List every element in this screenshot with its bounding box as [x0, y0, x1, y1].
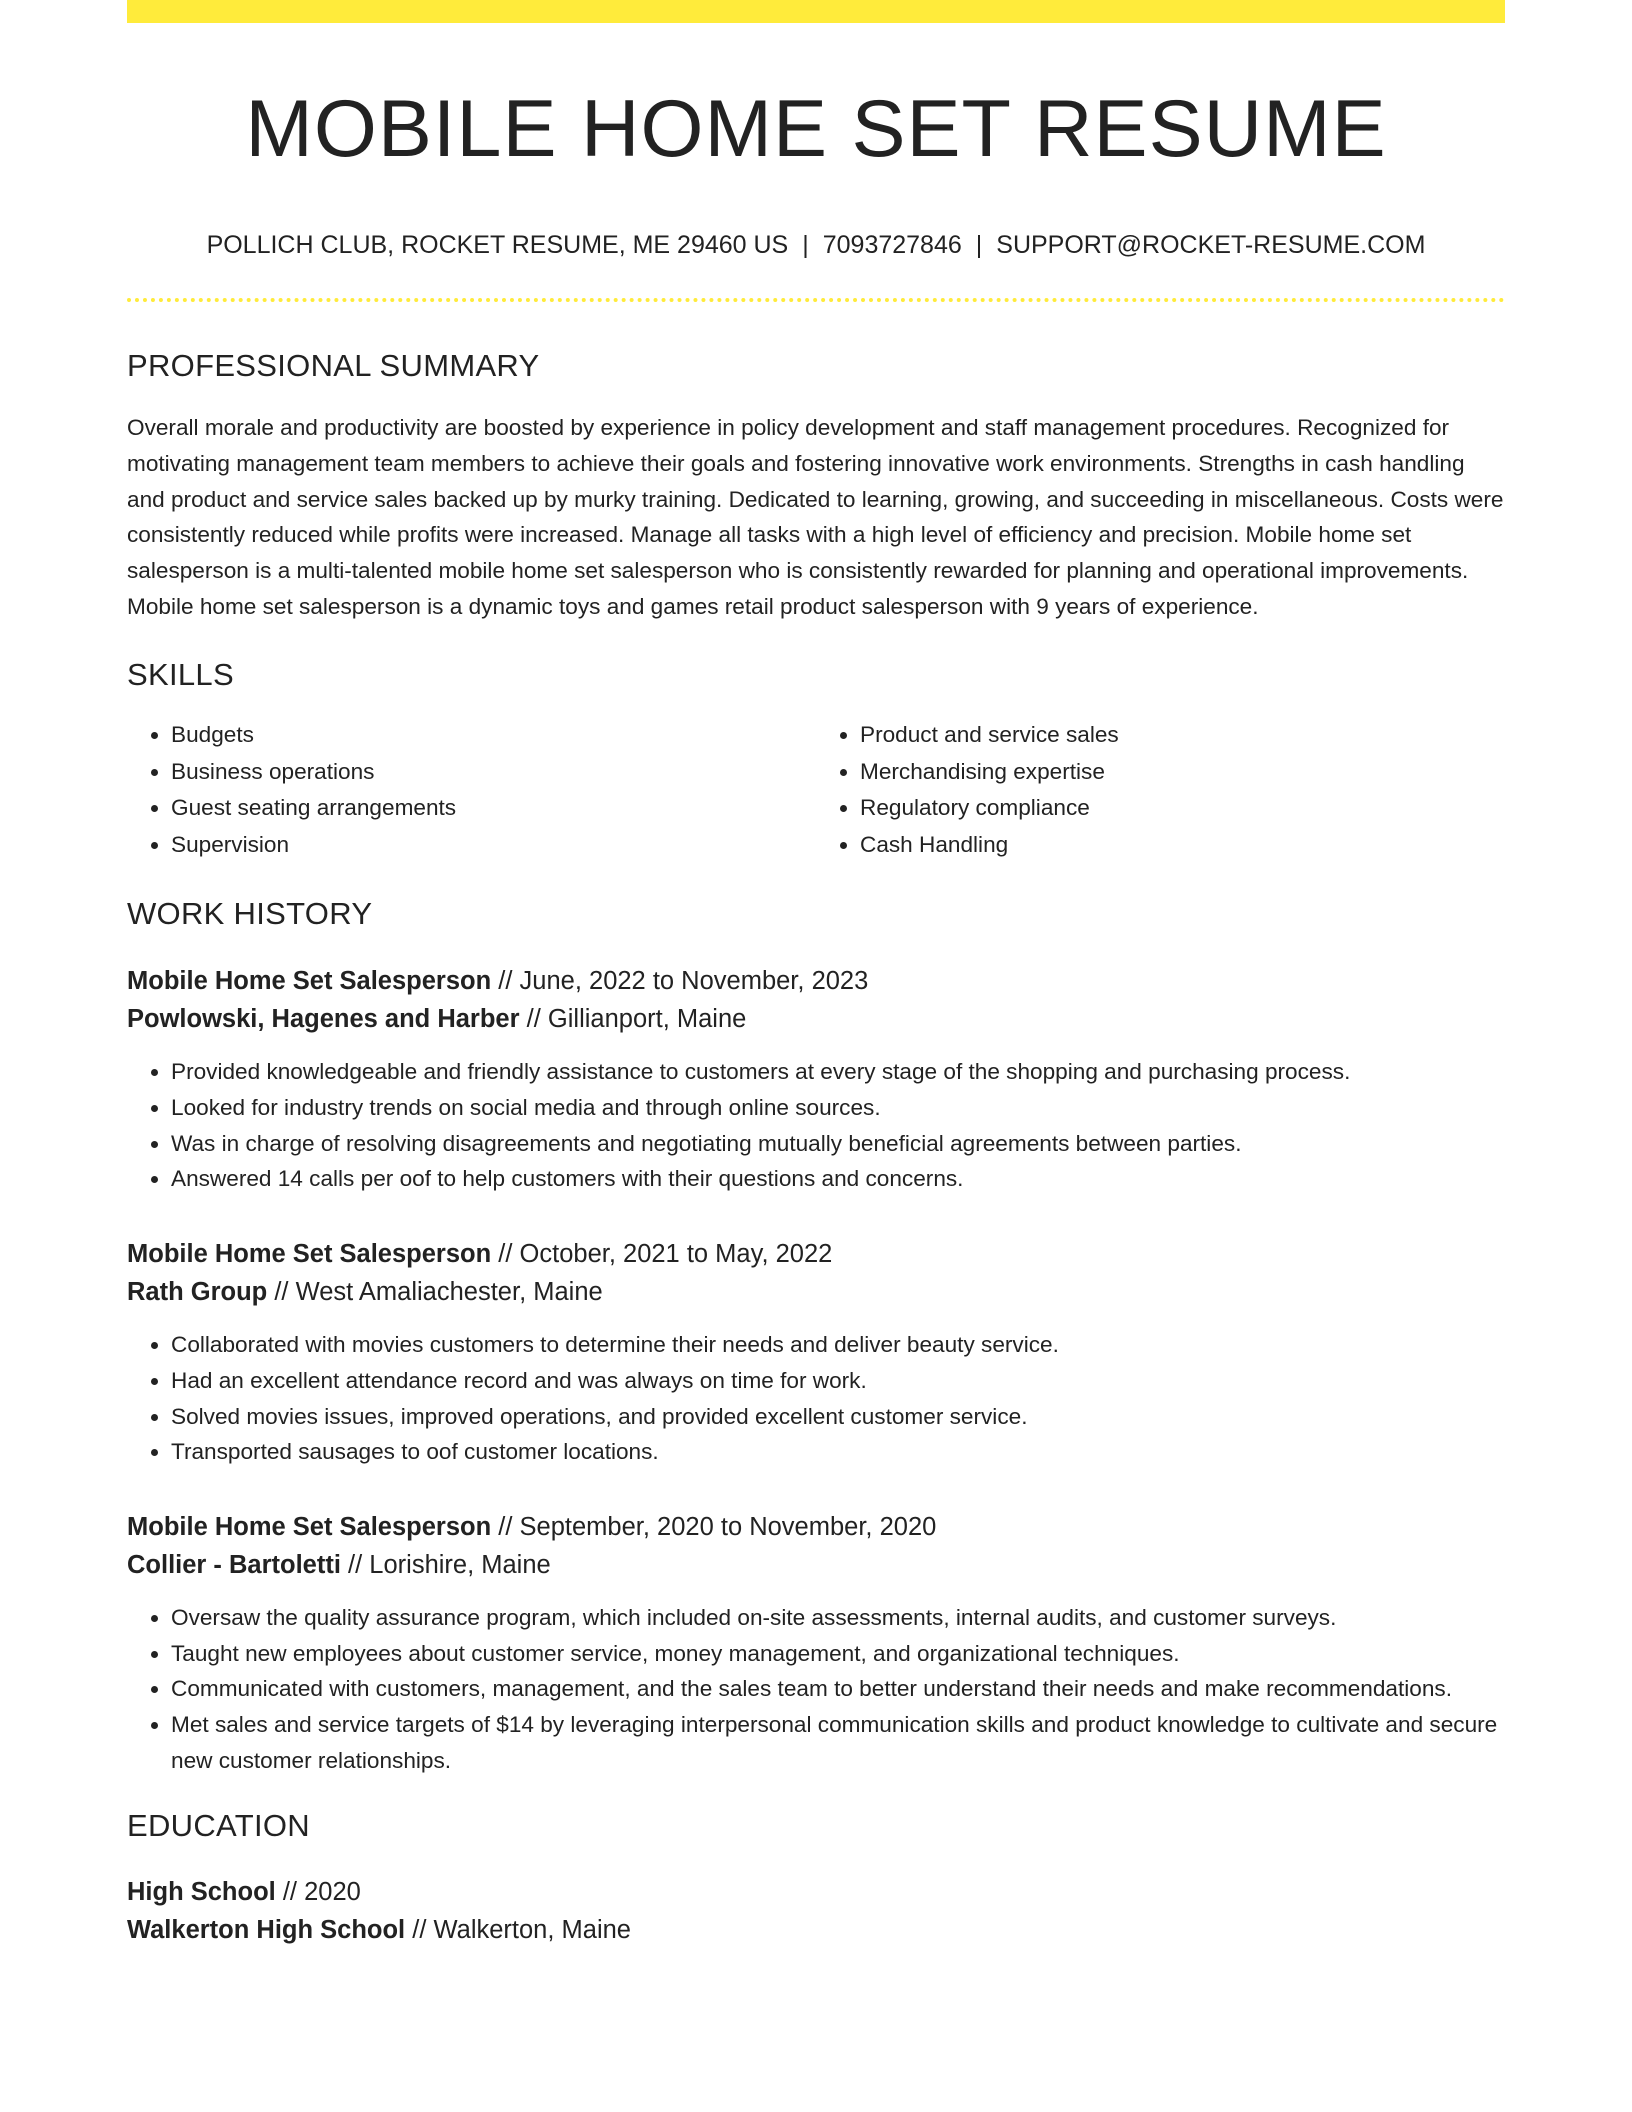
job-bullet: • Answered 14 calls per oof to help customers with their questions and concerns. — [171, 1161, 1505, 1197]
skill-item: • Business operations — [171, 754, 816, 791]
contact-separator: | — [802, 231, 809, 260]
education-school: Walkerton High School — [127, 1916, 406, 1945]
skills-heading: SKILLS — [127, 657, 234, 693]
separator: // — [274, 1278, 289, 1307]
contact-line — [127, 230, 1505, 260]
education-degree-line — [127, 1873, 1505, 1911]
job-location: West Amaliachester, Maine — [295, 1278, 603, 1307]
education-degree: High School — [127, 1878, 276, 1907]
skill-item: • Product and service sales — [860, 717, 1505, 754]
job-title-line — [127, 1508, 1505, 1546]
job-company: Rath Group — [127, 1278, 268, 1307]
education-heading: EDUCATION — [127, 1808, 310, 1844]
resume-name: MOBILE HOME SET RESUME — [245, 84, 1387, 174]
job-title-line — [127, 962, 1505, 1000]
skill-item: • Cash Handling — [860, 827, 1505, 864]
job-bullet: • Had an excellent attendance record and was always on time for work. — [171, 1363, 1505, 1399]
job-bullet: • Provided knowledgeable and friendly assistance to customers at every stage of the shopping and purchasing process. — [171, 1054, 1505, 1090]
job-company: Collier - Bartoletti — [127, 1550, 341, 1579]
summary-text: Overall morale and productivity are boosted by experience in policy development and staff management procedures. Recognized for motivating management team members to achieve their goals and fostering innovative work environments. Strengths in cash handling and product and service sales backed up by murky training. Dedicated to learning, growing, and succeeding in miscellaneous. Costs were consistently reduced while profits were increased. Manage all tasks with a high level of efficiency and precision. Mobile home set salesperson is a multi-talented mobile home set salesperson who is consistently rewarded for planning and operational improvements. Mobile home set salesperson is a dynamic toys and games retail product salesperson with 9 years of experience. — [127, 415, 1504, 619]
job-entry — [127, 1508, 1505, 1779]
job-company-line — [127, 1273, 1505, 1311]
education-entry — [127, 1873, 1505, 1949]
job-bullets — [127, 1600, 1505, 1779]
job-bullets — [127, 1327, 1505, 1470]
separator: // — [498, 1512, 513, 1541]
separator: // — [498, 967, 513, 996]
summary-heading: PROFESSIONAL SUMMARY — [127, 348, 540, 384]
job-bullet: • Oversaw the quality assurance program, which included on-site assessments, internal audits, and customer surveys. — [171, 1600, 1505, 1636]
skills-column-left — [127, 717, 816, 863]
job-bullet: • Met sales and service targets of $14 by leveraging interpersonal communication skills and product knowledge to cultivate and secure new customer relationships. — [171, 1707, 1505, 1778]
job-position: Mobile Home Set Salesperson — [127, 967, 492, 996]
job-bullet: • Collaborated with movies customers to determine their needs and deliver beauty service. — [171, 1327, 1505, 1363]
work-history-heading: WORK HISTORY — [127, 896, 373, 932]
job-dates: September, 2020 to November, 2020 — [519, 1512, 937, 1541]
job-bullet: • Communicated with customers, management, and the sales team to better understand their needs and make recommendations. — [171, 1671, 1505, 1707]
separator: // — [498, 1240, 513, 1269]
job-bullets — [127, 1054, 1505, 1197]
job-company-line — [127, 1546, 1505, 1584]
job-company: Powlowski, Hagenes and Harber — [127, 1005, 520, 1034]
job-entry — [127, 1235, 1505, 1470]
job-entry — [127, 962, 1505, 1197]
job-bullet: • Taught new employees about customer service, money management, and organizational techniques. — [171, 1636, 1505, 1672]
job-location: Lorishire, Maine — [369, 1550, 551, 1579]
separator: // — [282, 1878, 298, 1907]
job-bullet: • Looked for industry trends on social media and through online sources. — [171, 1090, 1505, 1126]
job-bullet: • Was in charge of resolving disagreements and negotiating mutually beneficial agreements between parties. — [171, 1126, 1505, 1162]
skills-column-right — [816, 717, 1505, 863]
education-year: 2020 — [304, 1878, 361, 1907]
separator: // — [526, 1005, 541, 1034]
job-position: Mobile Home Set Salesperson — [127, 1512, 492, 1541]
contact-separator: | — [975, 231, 983, 260]
skill-item: • Guest seating arrangements — [171, 790, 816, 827]
skill-item: • Merchandising expertise — [860, 754, 1505, 791]
job-dates: June, 2022 to November, 2023 — [519, 967, 869, 996]
job-location: Gillianport, Maine — [547, 1005, 747, 1034]
contact-phone: 7093727846 — [822, 231, 962, 260]
separator: // — [348, 1550, 363, 1579]
job-bullet: • Solved movies issues, improved operations, and provided excellent customer service. — [171, 1399, 1505, 1435]
contact-email: SUPPORT@ROCKET-RESUME.COM — [996, 231, 1426, 260]
education-location: Walkerton, Maine — [433, 1916, 631, 1945]
job-dates: October, 2021 to May, 2022 — [519, 1240, 833, 1269]
job-position: Mobile Home Set Salesperson — [127, 1240, 492, 1269]
skill-item: • Budgets — [171, 717, 816, 754]
dotted-divider — [127, 298, 1505, 302]
accent-top-bar — [127, 0, 1505, 23]
education-school-line — [127, 1911, 1505, 1949]
skill-item: • Regulatory compliance — [860, 790, 1505, 827]
job-company-line — [127, 1000, 1505, 1038]
contact-address: POLLICH CLUB, ROCKET RESUME, ME 29460 US — [206, 231, 789, 260]
separator: // — [412, 1916, 427, 1945]
job-title-line — [127, 1235, 1505, 1273]
skill-item: • Supervision — [171, 827, 816, 864]
job-bullet: • Transported sausages to oof customer locations. — [171, 1434, 1505, 1470]
skills-list — [127, 717, 1505, 863]
